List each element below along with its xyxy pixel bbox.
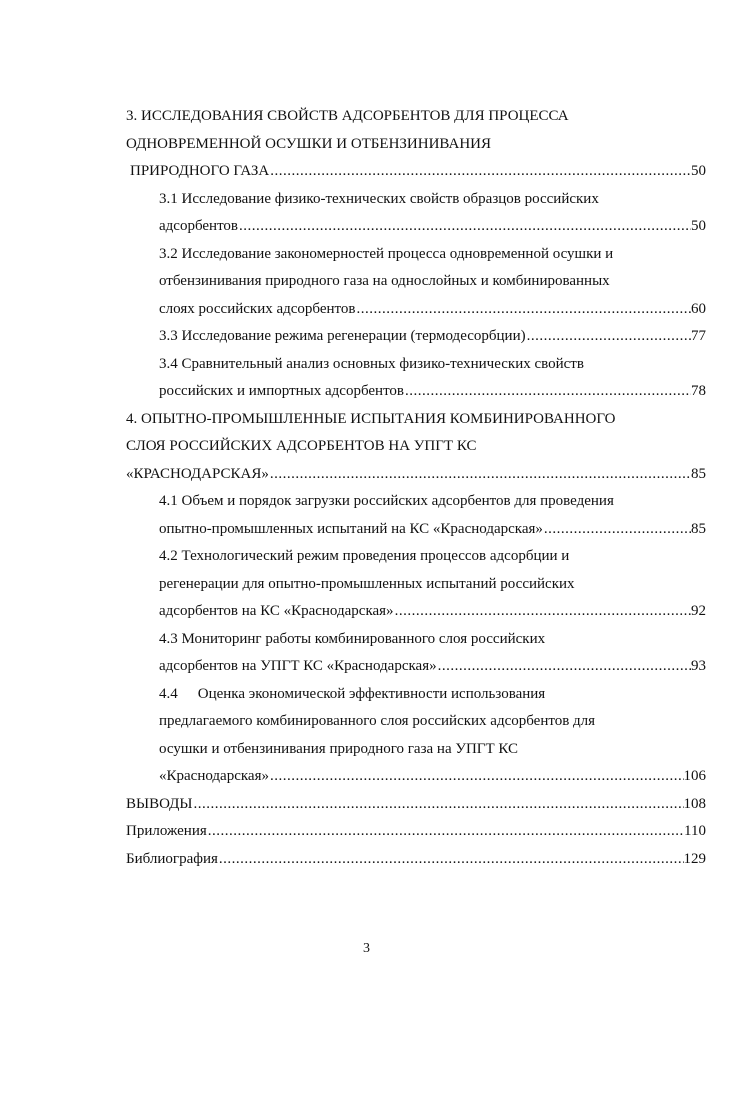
dot-leader xyxy=(269,158,691,186)
toc-s4-2-page: 92 xyxy=(691,603,706,619)
toc-s3-4-line1: 3.4 Сравнительный анализ основных физико-технических свойств xyxy=(159,355,584,372)
toc-s3-1-page: 50 xyxy=(691,218,706,234)
toc-s3-1-line1: 3.1 Исследование физико-технических свойств образцов российских xyxy=(159,190,599,207)
toc-bibliography xyxy=(126,846,706,874)
toc-conclusions xyxy=(126,791,706,819)
toc-appendices-page: 110 xyxy=(684,823,706,839)
toc-s4-2-line3 xyxy=(126,598,706,626)
toc-s4-1-line1: 4.1 Объем и порядок загрузки российских адсорбентов для проведения xyxy=(159,493,614,509)
toc-s4-4-number: 4.4 xyxy=(159,685,178,702)
toc-ch4-page: 85 xyxy=(691,465,706,482)
page-number: 3 xyxy=(363,941,370,956)
toc-s3-4-page: 78 xyxy=(691,383,706,399)
toc-s3-2-line3 xyxy=(126,296,706,324)
toc-ch3-title-end: ПРИРОДНОГО ГАЗА xyxy=(130,163,270,179)
toc-s3-2-line2: отбензинивания природного газа на однослойных и комбинированных xyxy=(159,273,610,289)
toc-ch4-line3 xyxy=(126,461,706,489)
toc-s4-4-page: 106 xyxy=(683,768,706,784)
toc-ch4-line1: 4. ОПЫТНО-ПРОМЫШЛЕННЫЕ ИСПЫТАНИЯ КОМБИНИРОВАННОГО xyxy=(126,410,616,427)
dot-leader xyxy=(238,213,691,241)
toc-s3-3-title: 3.3 Исследование режима регенерации (термодесорбции) xyxy=(159,328,526,344)
toc-s4-4-line1 xyxy=(126,681,706,709)
dot-leader xyxy=(404,378,691,406)
dot-leader xyxy=(193,791,684,819)
toc-s3-1-title-end: адсорбентов xyxy=(159,218,239,234)
toc-s3-3-line1 xyxy=(126,323,706,351)
toc-s4-3-title-end: адсорбентов на УПГТ КС «Краснодарская» xyxy=(159,658,437,674)
toc-s4-1-page: 85 xyxy=(691,520,706,537)
toc-s3-2-page: 60 xyxy=(691,300,706,317)
dot-leader xyxy=(269,763,684,791)
toc-bibliography-page: 129 xyxy=(683,850,706,867)
toc-s4-4-line4 xyxy=(126,763,706,791)
toc-s4-4-title: Оценка экономической эффективности использования xyxy=(197,685,546,702)
toc-appendices-label: Приложения xyxy=(126,823,207,839)
toc-conclusions-page: 108 xyxy=(683,795,706,812)
toc-s4-3-line1: 4.3 Мониторинг работы комбинированного слоя российских xyxy=(159,630,546,647)
dot-leader xyxy=(269,461,691,489)
toc-s4-2-title-end: адсорбентов на КС «Краснодарская» xyxy=(159,603,394,619)
toc-s3-2-title-end: слоях российских адсорбентов xyxy=(159,300,356,317)
toc-bibliography-label: Библиография xyxy=(126,850,218,867)
dot-leader xyxy=(543,516,691,544)
toc-s4-4-line3: осушки и отбензинивания природного газа на УПГТ КС xyxy=(159,740,519,757)
toc-s4-2-line1: 4.2 Технологический режим проведения процессов адсорбции и xyxy=(159,548,570,564)
toc-s4-3-line2 xyxy=(126,653,706,681)
dot-leader xyxy=(218,846,684,874)
toc-s3-1-line2 xyxy=(126,213,706,241)
toc-s4-4-line2: предлагаемого комбинированного слоя российских адсорбентов для xyxy=(159,713,596,729)
toc-s3-2-line1: 3.2 Исследование закономерностей процесса одновременной осушки и xyxy=(159,245,614,262)
toc-ch3-line3 xyxy=(126,158,706,186)
toc-appendices xyxy=(126,818,706,846)
toc-s3-4-line2 xyxy=(126,378,706,406)
toc-s3-3-page: 77 xyxy=(691,328,706,344)
dot-leader xyxy=(526,323,691,351)
toc-conclusions-label: ВЫВОДЫ xyxy=(126,795,193,812)
toc-ch4-title-end: «КРАСНОДАРСКАЯ» xyxy=(126,465,269,482)
toc-ch3-line1: 3. ИССЛЕДОВАНИЯ СВОЙСТВ АДСОРБЕНТОВ ДЛЯ ПРОЦЕССА xyxy=(126,108,569,124)
toc-s3-4-title-end: российских и импортных адсорбентов xyxy=(159,383,405,399)
dot-leader xyxy=(437,653,691,681)
dot-leader xyxy=(207,818,684,846)
toc-s4-3-page: 93 xyxy=(691,658,706,674)
toc-s4-4-title-end: «Краснодарская» xyxy=(159,768,269,784)
dot-leader xyxy=(355,296,691,324)
dot-leader xyxy=(394,598,691,626)
toc-s4-1-title-end: опытно-промышленных испытаний на КС «Краснодарская» xyxy=(159,520,543,537)
toc-s4-1-line2 xyxy=(126,516,706,544)
toc-ch3-page: 50 xyxy=(691,163,706,179)
toc-s4-2-line2: регенерации для опытно-промышленных испытаний российских xyxy=(159,575,575,592)
toc-ch4-line2: СЛОЯ РОССИЙСКИХ АДСОРБЕНТОВ НА УПГТ КС xyxy=(126,438,477,454)
toc-ch3-line2: ОДНОВРЕМЕННОЙ ОСУШКИ И ОТБЕНЗИНИВАНИЯ xyxy=(126,135,491,152)
table-of-contents xyxy=(126,103,706,873)
